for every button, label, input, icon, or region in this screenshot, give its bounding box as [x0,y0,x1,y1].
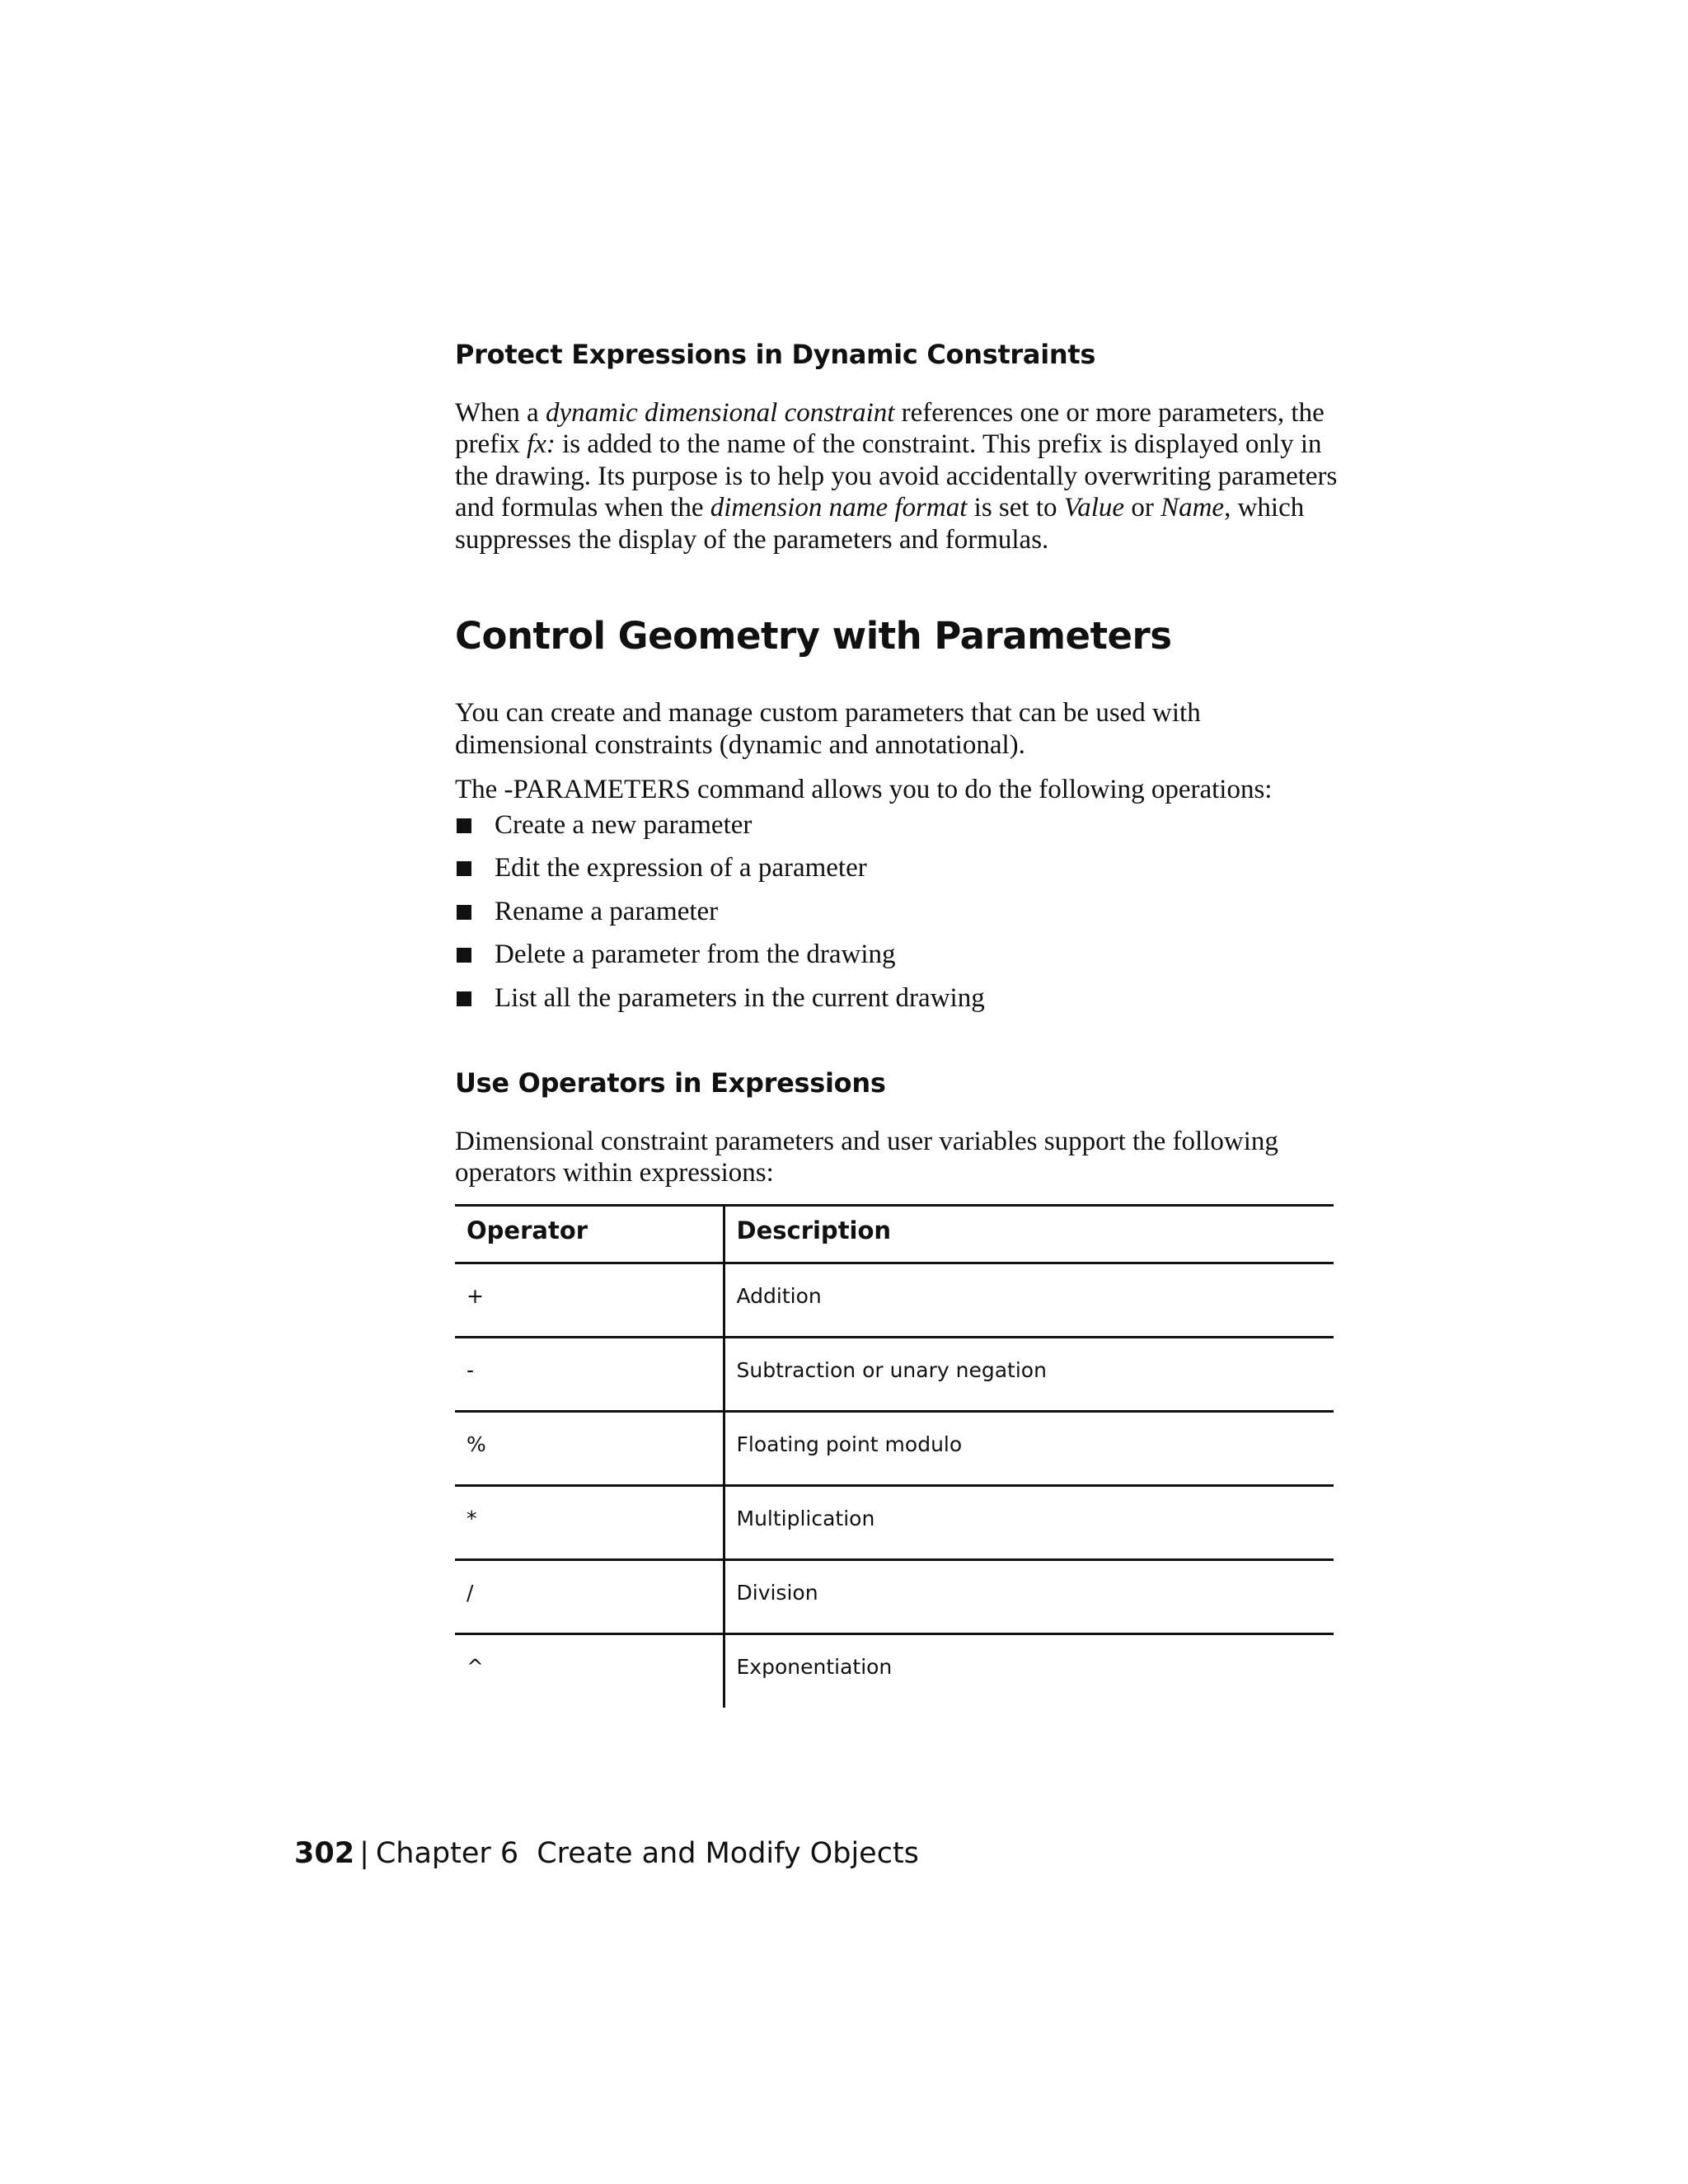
bullet-square-icon [457,991,471,1006]
description-cell: Division [724,1559,1334,1633]
description-cell: Floating point modulo [724,1411,1334,1485]
list-item: Edit the expression of a parameter [455,852,1339,884]
list-item: Create a new parameter [455,809,1339,841]
section-heading-protect-expressions: Protect Expressions in Dynamic Constraints [455,339,1096,370]
description-cell: Addition [724,1263,1334,1337]
section-heading-use-operators: Use Operators in Expressions [455,1067,886,1099]
table-row [455,1263,1334,1337]
footer-chapter-title: Create and Modify Objects [537,1837,919,1870]
term-value: Value [1063,493,1125,523]
term-name: Name [1160,493,1225,523]
list-item: Rename a parameter [455,896,1339,928]
term-fx-prefix: fx: [527,429,556,460]
footer-chapter: Chapter 6 [375,1837,519,1870]
operations-list [455,809,1339,1015]
footer-separator: | [359,1837,369,1870]
column-header-description: Description [724,1205,1334,1263]
table-row [455,1337,1334,1411]
page-content [455,338,1339,1708]
operators-table [455,1204,1334,1708]
list-item: Delete a parameter from the drawing [455,939,1339,971]
page-footer [294,1836,919,1871]
operator-cell: - [455,1337,724,1411]
column-header-operator: Operator [455,1205,724,1263]
table-row [455,1411,1334,1485]
protect-expressions-paragraph: When a dynamic dimensional constraint references one or more parameters, the prefix fx: is added to the name of the constraint. This prefix is displayed only in the drawing. Its purpose is to help you avoid accidentally overwriting parameters and formulas when the dimension name format is set to Value or Name, which suppresses the display of the parameters and formulas. [455,397,1338,555]
term-dynamic-dimensional-constraint: dynamic dimensional constraint [545,397,895,428]
description-cell: Subtraction or unary negation [724,1337,1334,1411]
table-row [455,1633,1334,1708]
bullet-square-icon [457,948,471,963]
bullet-square-icon [457,905,471,920]
operators-intro-paragraph: Dimensional constraint parameters and user variables support the following operators within expressions: [455,1126,1278,1188]
operator-cell: / [455,1559,724,1633]
list-item: List all the parameters in the current drawing [455,982,1339,1015]
bullet-square-icon [457,861,471,876]
operator-cell: % [455,1411,724,1485]
operator-cell: + [455,1263,724,1337]
description-cell: Exponentiation [736,1654,893,1679]
parameters-command-paragraph: The -PARAMETERS command allows you to do the following operations: [455,775,1273,805]
table-row [455,1559,1334,1633]
operator-cell: ^ [455,1633,724,1708]
description-cell: Multiplication [724,1485,1334,1559]
bullet-square-icon [457,818,471,833]
control-geometry-intro-paragraph: You can create and manage custom parameters that can be used with dimensional constraints (dynamic and annotational). [455,698,1201,760]
table-header-row [455,1205,1334,1263]
section-title-control-geometry: Control Geometry with Parameters [455,614,1172,658]
page-number: 302 [294,1837,355,1870]
term-dimension-name-format: dimension name format [710,493,968,523]
table-row [455,1485,1334,1559]
operator-cell: * [455,1485,724,1559]
